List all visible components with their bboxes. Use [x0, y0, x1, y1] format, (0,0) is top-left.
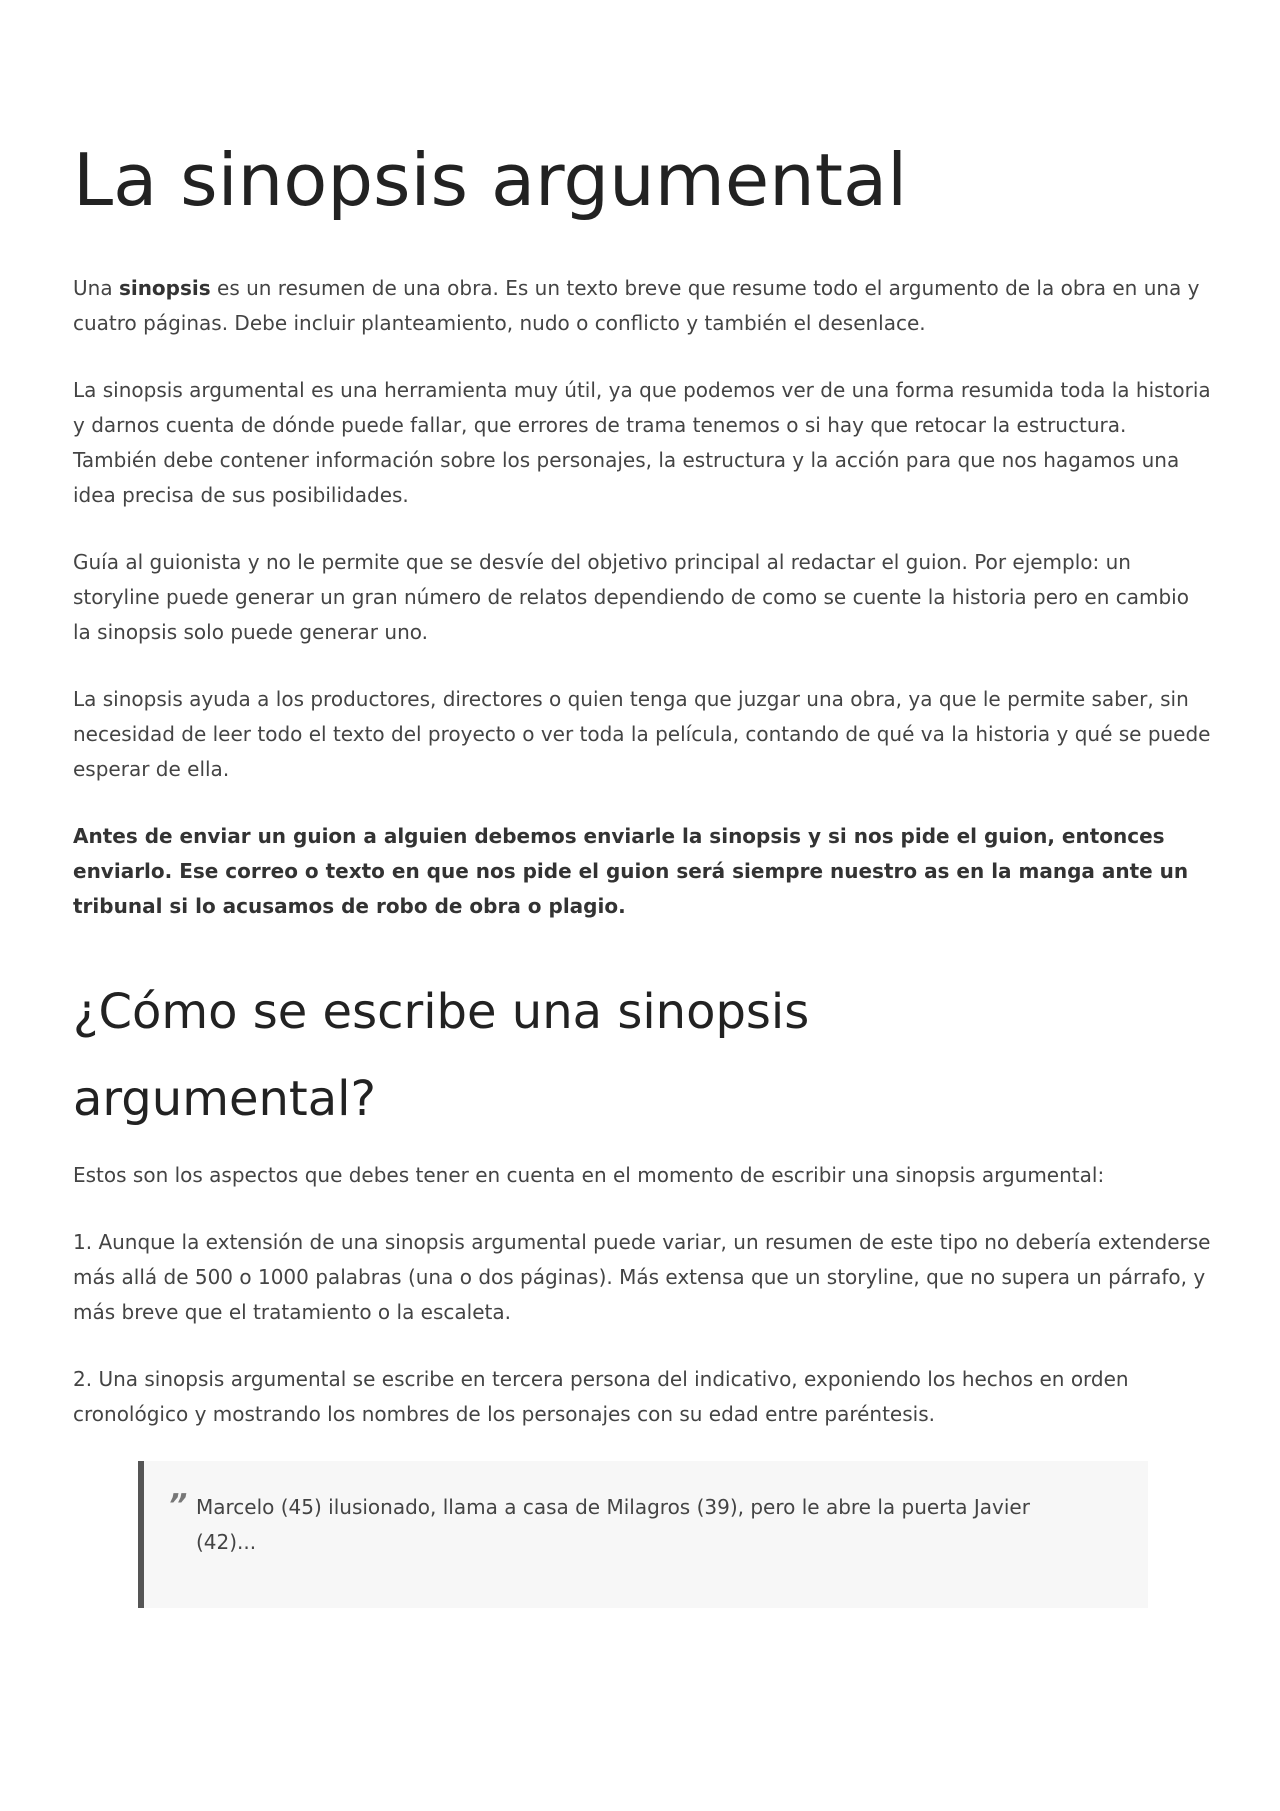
- bold-paragraph: Antes de enviar un guion a alguien debemos enviarle la sinopsis y si nos pide el guion, entonces enviarlo. Ese correo o texto en que nos pide el guion será siempre nuestro as en la manga ante un tribunal si lo acusamos de robo de obra o plagio.: [73, 824, 1189, 918]
- paragraph: La sinopsis argumental es una herramienta muy útil, ya que podemos ver de una forma resumida toda la historia y darnos cuenta de dónde puede fallar, que errores de trama tenemos o si hay que retocar la estructura. También debe contener información sobre los personajes, la estructura y la acción para que nos hagamos una idea precisa de sus posibilidades.: [73, 378, 1211, 507]
- list-item: 1. Aunque la extensión de una sinopsis argumental puede variar, un resumen de este tipo no debería extenderse más allá de 500 o 1000 palabras (una o dos páginas). Más extensa que un storyline, que no supera un párrafo, y más breve que el tratamiento o la escaleta.: [73, 1230, 1211, 1324]
- list-item: 2. Una sinopsis argumental se escribe en tercera persona del indicativo, exponiendo los hechos en orden cronológico y mostrando los nombres de los personajes con su edad entre paréntesis.: [73, 1367, 1129, 1426]
- quote-text: Marcelo (45) ilusionado, llama a casa de Milagros (39), pero le abre la puerta Javier (42)...: [196, 1495, 1030, 1554]
- intro-text: Una: [73, 276, 119, 300]
- intro-text-rest: es un resumen de una obra. Es un texto breve que resume todo el argumento de la obra en una y cuatro páginas. Debe incluir planteamiento, nudo o conflicto y también el desenlace.: [73, 276, 1200, 335]
- intro-paragraph: [73, 271, 1213, 341]
- paragraph: La sinopsis ayuda a los productores, directores o quien tenga que juzgar una obra, ya que le permite saber, sin necesidad de leer todo el texto del proyecto o ver toda la película, contando de qué va la historia y qué se puede esperar de ella.: [73, 687, 1211, 781]
- quote-icon: ”: [168, 1488, 188, 1523]
- section-heading: ¿Cómo se escribe una sinopsis argumental?: [73, 984, 810, 1127]
- paragraph: Guía al guionista y no le permite que se desvíe del objetivo principal al redactar el guion. Por ejemplo: un storyline puede generar un gran número de relatos dependiendo de como se cuente la historia pero en cambio la sinopsis solo puede generar uno.: [73, 550, 1189, 644]
- page-title: La sinopsis argumental: [73, 138, 908, 222]
- section-intro: Estos son los aspectos que debes tener en cuenta en el momento de escribir una sinopsis argumental:: [73, 1163, 1105, 1187]
- intro-bold-term: sinopsis: [118, 276, 211, 300]
- article: [73, 0, 1213, 1608]
- blockquote: [138, 1461, 1148, 1608]
